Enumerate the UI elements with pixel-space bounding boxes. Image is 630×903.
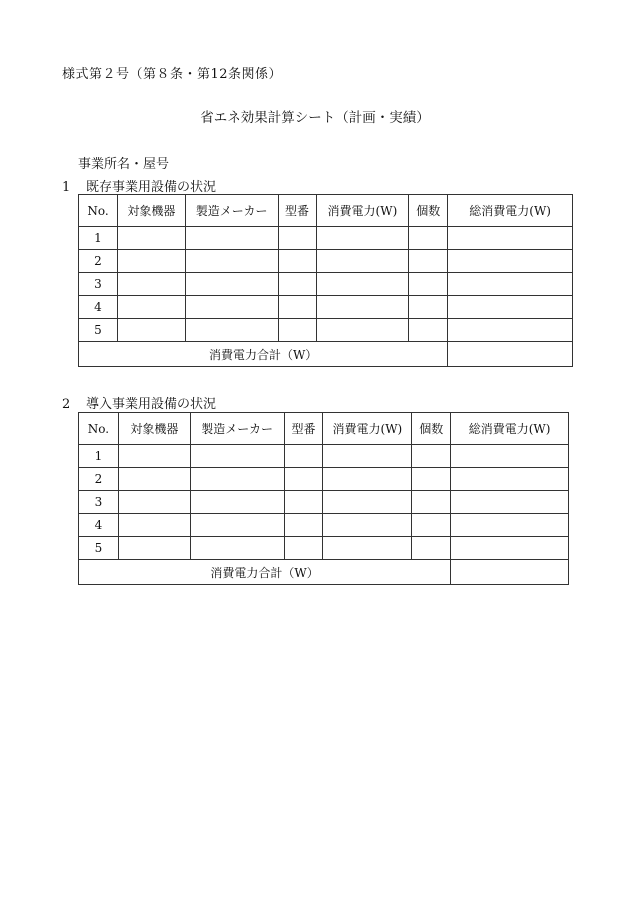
total-label: 消費電力合計（W）	[79, 342, 448, 367]
existing-equipment-table	[78, 194, 573, 367]
header-manufacturer: 製造メーカー	[190, 413, 284, 445]
header-no: No.	[79, 413, 119, 445]
row-number: 1	[79, 445, 119, 468]
cell-power[interactable]	[316, 296, 409, 319]
total-row	[79, 342, 573, 367]
table-row	[79, 319, 573, 342]
row-number: 3	[79, 273, 118, 296]
cell-target-device[interactable]	[117, 227, 185, 250]
cell-power[interactable]	[323, 514, 412, 537]
cell-quantity[interactable]	[409, 273, 448, 296]
section-number: 2	[62, 397, 71, 412]
cell-total-power[interactable]	[448, 273, 573, 296]
table-header-row	[79, 195, 573, 227]
table-row	[79, 491, 569, 514]
cell-total-power[interactable]	[448, 296, 573, 319]
cell-total-sum[interactable]	[448, 342, 573, 367]
cell-target-device[interactable]	[117, 250, 185, 273]
cell-total-power[interactable]	[451, 537, 569, 560]
cell-manufacturer[interactable]	[190, 468, 284, 491]
row-number: 1	[79, 227, 118, 250]
cell-quantity[interactable]	[412, 514, 451, 537]
cell-total-power[interactable]	[451, 514, 569, 537]
cell-manufacturer[interactable]	[190, 537, 284, 560]
cell-target-device[interactable]	[118, 537, 190, 560]
cell-manufacturer[interactable]	[185, 273, 278, 296]
office-name-label: 事業所名・屋号	[78, 157, 170, 172]
cell-model[interactable]	[278, 227, 316, 250]
cell-power[interactable]	[323, 537, 412, 560]
table-row	[79, 445, 569, 468]
header-power: 消費電力(W)	[316, 195, 409, 227]
cell-target-device[interactable]	[118, 445, 190, 468]
header-model: 型番	[284, 413, 323, 445]
header-no: No.	[79, 195, 118, 227]
header-total-power: 総消費電力(W)	[448, 195, 573, 227]
cell-manufacturer[interactable]	[185, 296, 278, 319]
cell-manufacturer[interactable]	[185, 250, 278, 273]
row-number: 2	[79, 250, 118, 273]
cell-manufacturer[interactable]	[190, 445, 284, 468]
cell-quantity[interactable]	[412, 468, 451, 491]
cell-power[interactable]	[316, 227, 409, 250]
header-total-power: 総消費電力(W)	[451, 413, 569, 445]
header-model: 型番	[278, 195, 316, 227]
section-2-heading	[62, 393, 216, 412]
table-row	[79, 250, 573, 273]
cell-total-sum[interactable]	[451, 560, 569, 585]
cell-model[interactable]	[284, 445, 323, 468]
cell-power[interactable]	[323, 468, 412, 491]
cell-quantity[interactable]	[409, 227, 448, 250]
table-row	[79, 296, 573, 319]
row-number: 2	[79, 468, 119, 491]
cell-quantity[interactable]	[409, 296, 448, 319]
total-row	[79, 560, 569, 585]
cell-quantity[interactable]	[412, 537, 451, 560]
new-equipment-table	[78, 412, 569, 585]
table-row	[79, 514, 569, 537]
section-number: 1	[62, 180, 71, 195]
cell-target-device[interactable]	[117, 296, 185, 319]
header-manufacturer: 製造メーカー	[185, 195, 278, 227]
cell-manufacturer[interactable]	[185, 227, 278, 250]
cell-target-device[interactable]	[117, 319, 185, 342]
cell-total-power[interactable]	[451, 445, 569, 468]
cell-power[interactable]	[316, 319, 409, 342]
row-number: 3	[79, 491, 119, 514]
row-number: 5	[79, 319, 118, 342]
cell-power[interactable]	[316, 250, 409, 273]
section-title: 既存事業用設備の状況	[86, 180, 217, 195]
cell-model[interactable]	[278, 296, 316, 319]
total-label: 消費電力合計（W）	[79, 560, 451, 585]
cell-total-power[interactable]	[451, 491, 569, 514]
section-title: 導入事業用設備の状況	[86, 397, 217, 412]
cell-model[interactable]	[284, 491, 323, 514]
document-title: 省エネ効果計算シート（計画・実績）	[200, 110, 430, 126]
cell-model[interactable]	[278, 250, 316, 273]
cell-quantity[interactable]	[412, 445, 451, 468]
cell-power[interactable]	[316, 273, 409, 296]
table-row	[79, 273, 573, 296]
cell-manufacturer[interactable]	[190, 491, 284, 514]
cell-target-device[interactable]	[118, 514, 190, 537]
cell-total-power[interactable]	[448, 319, 573, 342]
cell-total-power[interactable]	[448, 227, 573, 250]
header-target-device: 対象機器	[117, 195, 185, 227]
cell-power[interactable]	[323, 491, 412, 514]
cell-model[interactable]	[284, 468, 323, 491]
header-quantity: 個数	[412, 413, 451, 445]
cell-target-device[interactable]	[118, 468, 190, 491]
row-number: 4	[79, 514, 119, 537]
cell-model[interactable]	[284, 514, 323, 537]
cell-total-power[interactable]	[448, 250, 573, 273]
row-number: 5	[79, 537, 119, 560]
header-quantity: 個数	[409, 195, 448, 227]
cell-manufacturer[interactable]	[190, 514, 284, 537]
cell-power[interactable]	[323, 445, 412, 468]
header-power: 消費電力(W)	[323, 413, 412, 445]
table-row	[79, 468, 569, 491]
table-row	[79, 227, 573, 250]
form-number: 様式第２号（第８条・第12条関係）	[62, 67, 283, 82]
cell-quantity[interactable]	[412, 491, 451, 514]
cell-target-device[interactable]	[117, 273, 185, 296]
header-target-device: 対象機器	[118, 413, 190, 445]
cell-model[interactable]	[284, 537, 323, 560]
cell-quantity[interactable]	[409, 250, 448, 273]
cell-model[interactable]	[278, 319, 316, 342]
cell-target-device[interactable]	[118, 491, 190, 514]
cell-total-power[interactable]	[451, 468, 569, 491]
table-row	[79, 537, 569, 560]
cell-model[interactable]	[278, 273, 316, 296]
cell-manufacturer[interactable]	[185, 319, 278, 342]
row-number: 4	[79, 296, 118, 319]
section-1-heading	[62, 176, 216, 195]
cell-quantity[interactable]	[409, 319, 448, 342]
table-header-row	[79, 413, 569, 445]
